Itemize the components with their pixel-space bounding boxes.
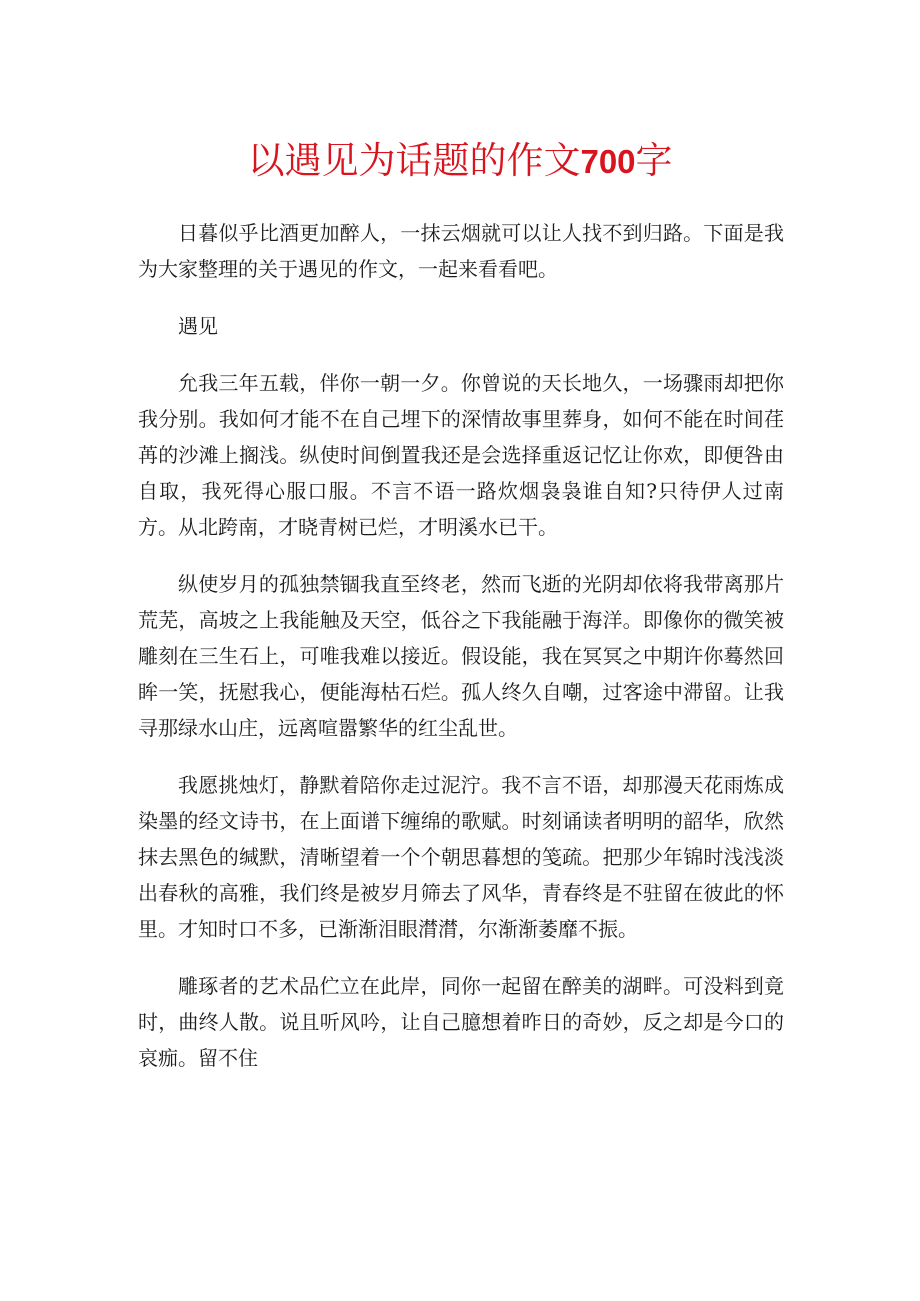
title-number: 700 (580, 143, 636, 180)
section-heading: 遇见 (178, 314, 218, 338)
intro-paragraph: 日暮似乎比酒更加醉人，一抹云烟就可以让人找不到归路。下面是我为大家整理的关于遇见的作文，一起来看看吧。 (138, 221, 784, 281)
document-body (138, 215, 784, 1097)
title-text: 以遇见为话题的作文 (247, 139, 581, 182)
document-title (0, 138, 920, 185)
body-paragraph: 允我三年五载，伴你一朝一夕。你曾说的天长地久，一场骤雨却把你我分别。我如何才能不在自己埋下的深情故事里葬身，如何不能在时间荏苒的沙滩上搁浅。纵使时间倒置我还是会选择重返记忆让你欢，即便咎由自取，我死得心服口服。不言不语一路炊烟袅袅谁自知?只待伊人过南方。从北跨南，才晓青树已烂，才明溪水已干。 (138, 371, 784, 539)
body-paragraph: 我愿挑烛灯，静默着陪你走过泥泞。我不言不语，却那漫天花雨炼成染墨的经文诗书，在上面谱下缠绵的歌赋。时刻诵读者明明的韶华，欣然抹去黑色的缄默，清晰望着一个个朝思暮想的笺疏。把那少年锦时浅浅淡出春秋的高雅，我们终是被岁月筛去了风华，青春终是不驻留在彼此的怀里。才知时口不多，已渐渐泪眼潸潸，尔渐渐萎靡不振。 (138, 773, 784, 941)
title-suffix: 字 (635, 139, 673, 182)
body-paragraph: 雕琢者的艺术品伫立在此岸，同你一起留在醉美的湖畔。可没料到竟时，曲终人散。说且听风吟，让自己臆想着昨日的奇妙，反之却是今口的哀痂。留不住 (138, 974, 784, 1070)
body-paragraph: 纵使岁月的孤独禁锢我直至终老，然而飞逝的光阴却依将我带离那片荒芜，高坡之上我能触及天空，低谷之下我能融于海洋。即像你的微笑被雕刻在三生石上，可唯我难以接近。假设能，我在冥冥之中期许你蓦然回眸一笑，抚慰我心，便能海枯石烂。孤人终久自嘲，过客途中滞留。让我寻那绿水山庄，远离喧嚣繁华的红尘乱世。 (138, 572, 784, 740)
